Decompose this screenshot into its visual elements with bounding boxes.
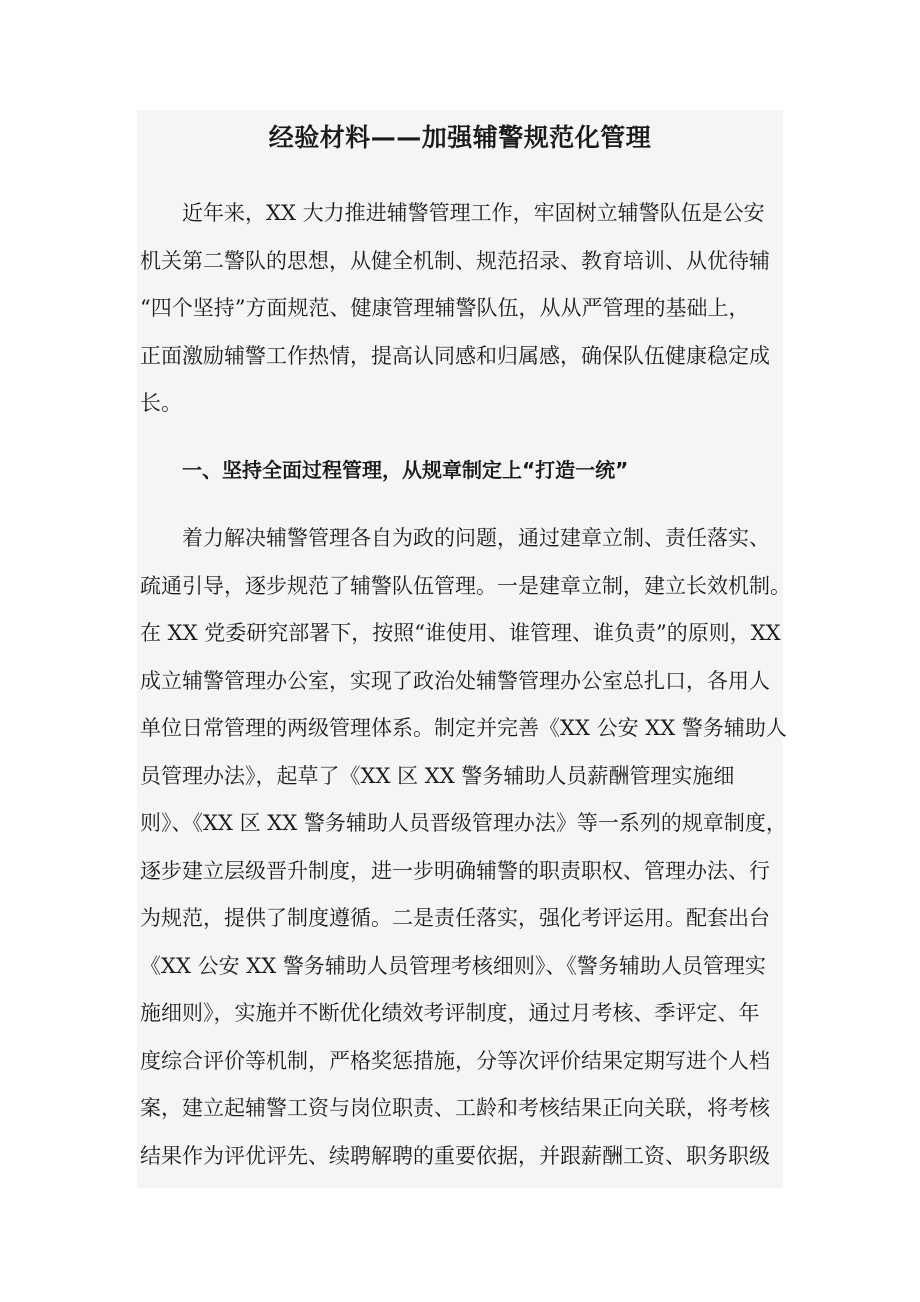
text-line: 施细则》，实施并不断优化绩效考评制度，通过月考核、季评定、年: [140, 1001, 760, 1025]
text-line: 逐步建立层级晋升制度，进一步明确辅警的职责职权、管理办法、行: [140, 858, 770, 883]
text-line: 单位日常管理的两级管理体系。制定并完善《XX 公安 XX 警务辅助人: [140, 716, 787, 740]
text-line: 正面激励辅警工作热情，提高认同感和归属感，确保队伍健康稳定成: [140, 343, 770, 368]
document-title: 经验材料——加强辅警规范化管理: [268, 123, 652, 152]
text-line: 近年来，XX 大力推进辅警管理工作，牢固树立辅警队伍是公安: [182, 201, 765, 225]
text-line: “四个坚持”方面规范、健康管理辅警队伍，从从严管理的基础上，: [140, 296, 750, 320]
text-line: 为规范，提供了制度遵循。二是责任落实，强化考评运用。配套出台: [140, 906, 770, 930]
intro-paragraph: [140, 190, 781, 428]
text-line: 成立辅警管理办公室，实现了政治处辅警管理办公室总扎口，各用人: [140, 668, 770, 693]
section-heading: 一、坚持全面过程管理，从规章制定上“打造一统”: [182, 458, 629, 482]
text-line: 度综合评价等机制，严格奖惩措施，分等次评价结果定期写进个人档: [140, 1048, 770, 1073]
text-line: 则》、《XX 区 XX 警务辅助人员晋级管理办法》等一系列的规章制度，: [140, 811, 787, 835]
text-line: 《XX 公安 XX 警务辅助人员管理考核细则》、《警务辅助人员管理实: [140, 953, 766, 978]
text-line: 案，建立起辅警工资与岗位职责、工龄和考核结果正向关联，将考核: [140, 1096, 770, 1120]
text-line: 结果作为评优评先、续聘解聘的重要依据，并跟薪酬工资、职务职级: [140, 1143, 770, 1168]
text-line: 疏通引导，逐步规范了辅警队伍管理。一是建章立制，建立长效机制。: [140, 573, 791, 598]
text-line: 在 XX 党委研究部署下，按照“谁使用、谁管理、谁负责”的原则，XX: [140, 621, 781, 645]
section-paragraph: [140, 515, 791, 1180]
text-line: 员管理办法》，起草了《XX 区 XX 警务辅助人员薪酬管理实施细: [140, 763, 735, 788]
text-line: 机关第二警队的思想，从健全机制、规范招录、教育培训、从优待辅: [140, 248, 770, 273]
text-line: 长。: [140, 391, 182, 415]
text-line: 着力解决辅警管理各自为政的问题，通过建章立制、责任落实、: [182, 526, 770, 550]
